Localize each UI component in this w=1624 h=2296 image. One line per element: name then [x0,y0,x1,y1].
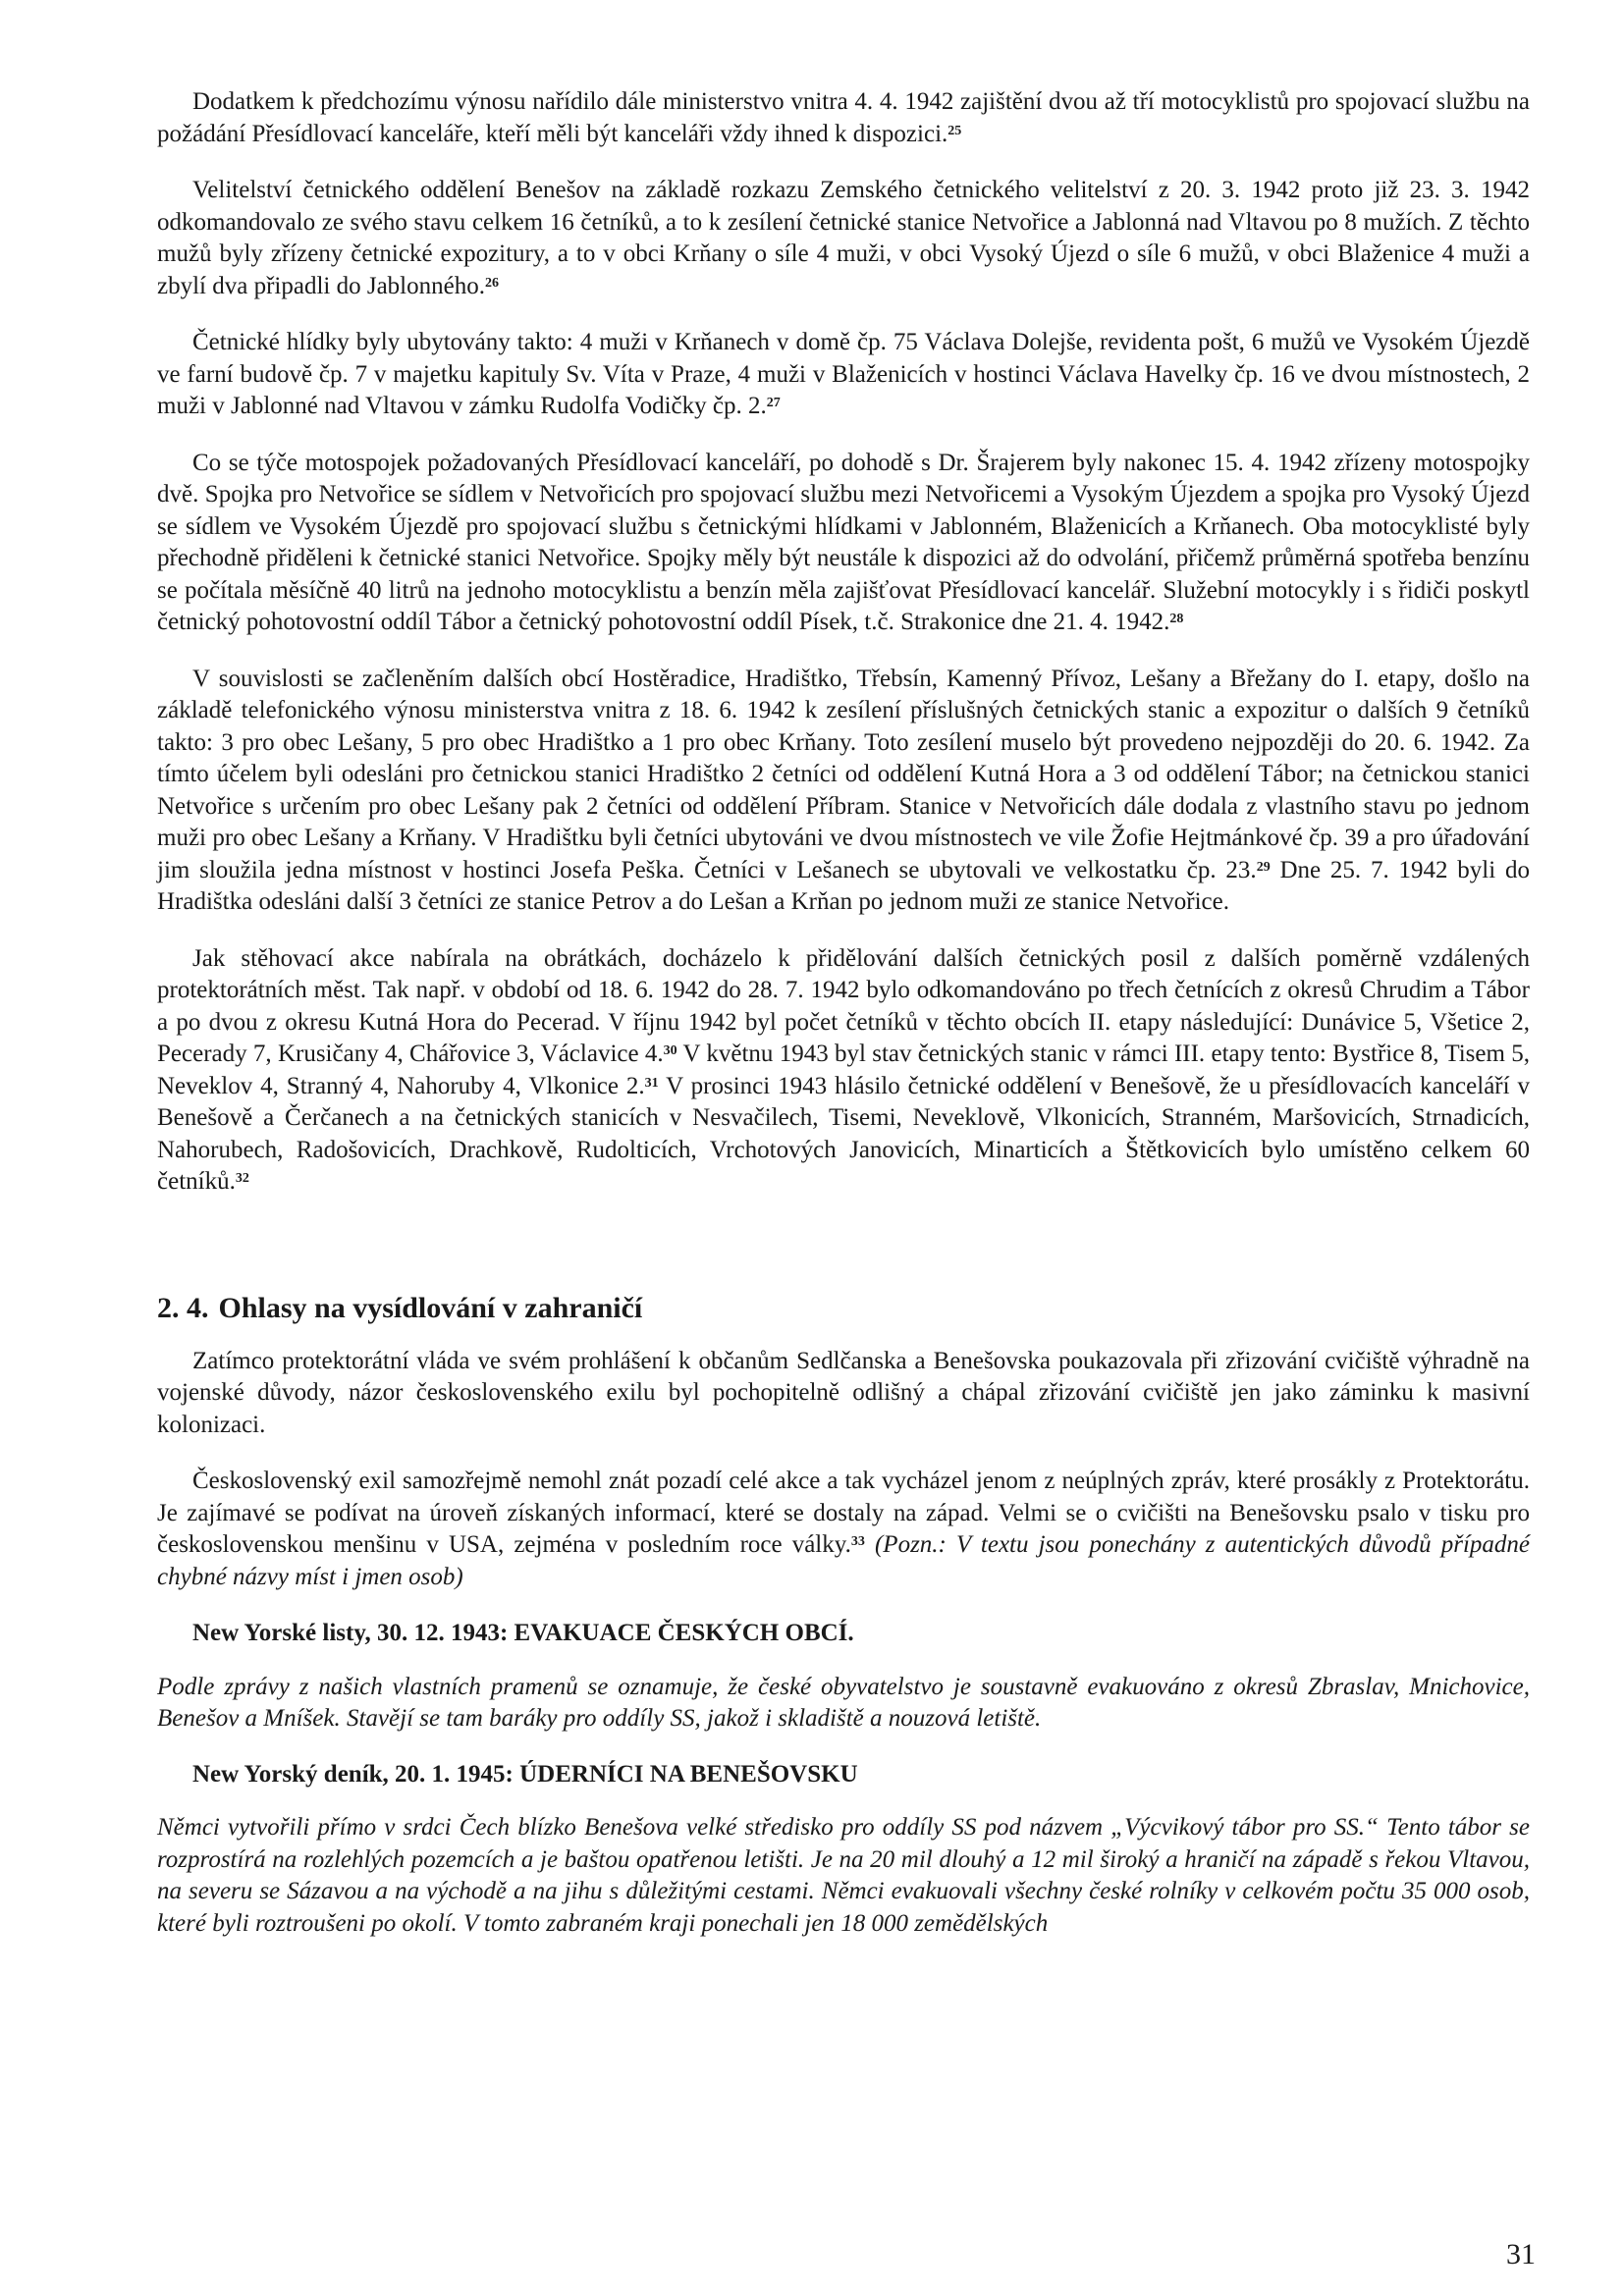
paragraph-text: V prosinci 1943 hlásilo četnické oddělení v Benešově, že u přesídlovacích kanceláří v Benešově a Čerčanech a na četnických stanicích v Nesvačilech, Tisemi, Neveklově, Vlkonicích, Stranném, Maršovicích, Strnadicích, Nahorubech, Radošovicích, Drachkově, Rudolticích, Vrchotových Janovicích, Minarticích a Štětkovicích bylo umístěno celkem 60 četníků. [157,1072,1530,1195]
paragraph-text: V květnu 1943 byl stav četnických stanic v rámci III. etapy tento: Bystřice 8, Tisem 5, Neveklov 4, Stranný 4, Nahoruby 4, Vlkonice 2. [157,1041,1530,1099]
editorial-note: (Pozn.: V textu jsou ponechány z autentických důvodů případné chybné názvy míst i jmen osob) [157,1531,1530,1590]
footnote-ref[interactable]: 25 [947,123,962,138]
source-heading-listy: New Yorské listy, 30. 12. 1943: EVAKUACE ČESKÝCH OBCÍ. [192,1620,854,1646]
footnote-ref[interactable]: 29 [1256,859,1271,875]
paragraph-motospojky [157,448,1530,639]
paragraph-motorcyclists [157,86,1530,150]
paragraph-exile-press [157,1466,1530,1593]
paragraph-gendarmes-assignment [157,175,1530,302]
paragraph-exile-opinion [157,1346,1530,1442]
footnote-ref[interactable]: 27 [766,396,781,410]
page-number: 31 [1506,2238,1536,2270]
paragraph-text: Zatímco protektorátní vláda ve svém prohlášení k občanům Sedlčanska a Benešovska poukazovala při zřizování cvičiště výhradně na vojenské důvody, názor československého exilu byl pochopitelně odlišný a chápal zřizování cvičiště jen jako záminku k masivní kolonizaci. [157,1347,1530,1438]
paragraph-text: Jak stěhovací akce nabírala na obrátkách, docházelo k přidělování dalších četnických posil z dalších poměrně vzdálených protektorátních měst. Tak např. v období od 18. 6. 1942 do 28. 7. 1942 bylo odkomandováno po třech četnících z okresů Chrudim a Tábor a po dvou z okresu Kutná Hora do Pecerad. V říjnu 1942 byl počet četníků v těchto obcích II. etapy následující: Dunávice 5, Všetice 2, Pecerady 7, Krusičany 4, Chářovice 3, Václavice 4. [157,944,1530,1067]
paragraph-text: Co se týče motospojek požadovaných Přesídlovací kanceláří, po dohodě s Dr. Šrajerem byly nakonec 15. 4. 1942 zřízeny motospojky dvě. Spojka pro Netvořice se sídlem v Netvořicích pro spojovací službu mezi Netvořicemi a Vysokým Újezdem a spojka pro Vysoký Újezd se sídlem ve Vysokém Újezdě pro spojovací službu s četnickými hlídkami v Jablonném, Blaženicích a Krňanech. Oba motocyklisté byly přechodně přiděleni k četnické stanici Netvořice. Spojky měly být neustále k dispozici až do odvolání, přičemž průměrná spotřeba benzínu se počítala měsíčně 40 litrů na jednoho motocyklistu a benzín měla zajišťovat Přesídlovací kancelář. Služební motocykly i s řidiči poskytl četnický pohotovostní oddíl Tábor a četnický pohotovostní oddíl Písek, t.č. Strakonice dne 21. 4. 1942. [157,449,1530,635]
paragraph-further-reinforcements [157,943,1530,1199]
section-title: Ohlasy na vysídlování v zahraničí [218,1291,643,1324]
paragraph-accommodation [157,327,1530,423]
footnote-ref[interactable]: 32 [235,1171,249,1186]
paragraph-text: Dne 25. 7. 1942 byli do Hradištka odesláni další 3 četníci ze stanice Petrov a do Lešan a Krňan po jednom muži ze stanice Netvořice. [157,856,1530,915]
paragraph-text: Velitelství četnického oddělení Benešov na základě rozkazu Zemského četnického velitelství z 20. 3. 1942 proto již 23. 3. 1942 odkomandovalo ze svého stavu celkem 16 četníků, a to k zesílení četnické stanice Netvořice a Jablonná nad Vltavou po 8 mužích. Z těchto mužů byly zřízeny četnické expozitury, a to v obci Krňany o síle 4 muži, v obci Vysoký Újezd o síle 6 mužů, v obci Blaženice 4 muži a zbylí dva připadli do Jablonného. [157,177,1530,299]
quote-listy: Podle zprávy z našich vlastních pramenů se oznamuje, že české obyvatelstvo je soustavně evakuováno z okresů Zbraslav, Mnichovice, Benešov a Mníšek. Stavějí se tam baráky pro oddíly SS, jakož i skladiště a nouzová letiště. [157,1673,1530,1732]
document-page [157,86,1530,1963]
footnote-ref[interactable]: 31 [644,1075,659,1091]
paragraph-reinforcement [157,664,1530,919]
footnote-ref[interactable]: 33 [850,1534,865,1549]
source-heading-denik: New Yorský deník, 20. 1. 1945: ÚDERNÍCI NA BENEŠOVSKU [192,1760,858,1788]
paragraph-text: Četnické hlídky byly ubytovány takto: 4 muži v Krňanech v domě čp. 75 Václava Dolejše, revidenta pošt, 6 mužů ve Vysokém Újezdě ve farní budově čp. 7 v majetku kapituly Sv. Víta v Praze, 4 muži v Blaženicích v hostinci Václava Havelky čp. 16 ve dvou místnostech, 2 muži v Jablonné nad Vltavou v zámku Rudolfa Vodičky čp. 2. [157,329,1530,419]
section-heading [157,1291,1530,1326]
paragraph-text: V souvislosti se začleněním dalších obcí Hostěradice, Hradištko, Třebsín, Kamenný Přívoz, Lešany a Břežany do I. etapy, došlo na základě telefonického výnosu ministerstva vnitra z 18. 6. 1942 k zesílení příslušných četnických stanic a expozitur o dalších 9 četníků takto: 3 pro obec Lešany, 5 pro obec Hradištko a 1 pro obec Krňany. Toto zesílení muselo být provedeno nejpozději do 20. 6. 1942. Za tímto účelem byli odesláni pro četnickou stanici Hradištko 2 četníci od oddělení Kutná Hora a 3 od oddělení Tábor; na četnickou stanici Netvořice s určením pro obec Lešany pak 2 četníci od oddělení Příbram. Stanice v Netvořicích dále dodala z vlastního stavu po jednom muži pro obec Lešany a Krňany. V Hradištku byli četníci ubytováni ve dvou místnostech ve vile Žofie Hejtmánkové čp. 39 a pro úřadování jim sloužila jedna místnost v hostinci Josefa Peška. Četníci v Lešanech se ubytovali ve velkostatku čp. 23. [157,665,1530,883]
footnote-ref[interactable]: 30 [663,1043,677,1058]
paragraph-text: Dodatkem k předchozímu výnosu nařídilo dále ministerstvo vnitra 4. 4. 1942 zajištění dvou až tří motocyklistů pro spojovací službu na požádání Přesídlovací kanceláře, kteří měli být kanceláři vždy ihned k dispozici. [157,88,1530,147]
footnote-ref[interactable]: 28 [1169,612,1184,626]
section-number: 2. 4. [157,1291,209,1324]
footnote-ref[interactable]: 26 [484,275,499,291]
quote-denik: Němci vytvořili přímo v srdci Čech blízko Benešova velké středisko pro oddíly SS pod názvem „Výcvikový tábor pro SS.“ Tento tábor se rozprostírá na rozlehlých pozemcích a je baštou opatřenou letišti. Je na 20 mil dlouhý a 12 mil široký a hraničí na západě s řekou Vltavou, na severu se Sázavou a na východě a na jihu s důležitými cestami. Němci evakuovali všechny české rolníky v celkovém počtu 35 000 osob, které byli roztroušeni po okolí. V tomto zabraném kraji ponechali jen 18 000 zemědělských [157,1814,1530,1937]
paragraph-text: Československý exil samozřejmě nemohl znát pozadí celé akce a tak vycházel jenom z neúplných zpráv, které prosákly z Protektorátu. Je zajímavé se podívat na úroveň získaných informací, které se dostaly na západ. Velmi se o cvičišti na Benešovsku psalo v tisku pro československou menšinu v USA, zejména v posledním roce války. [157,1468,1530,1558]
